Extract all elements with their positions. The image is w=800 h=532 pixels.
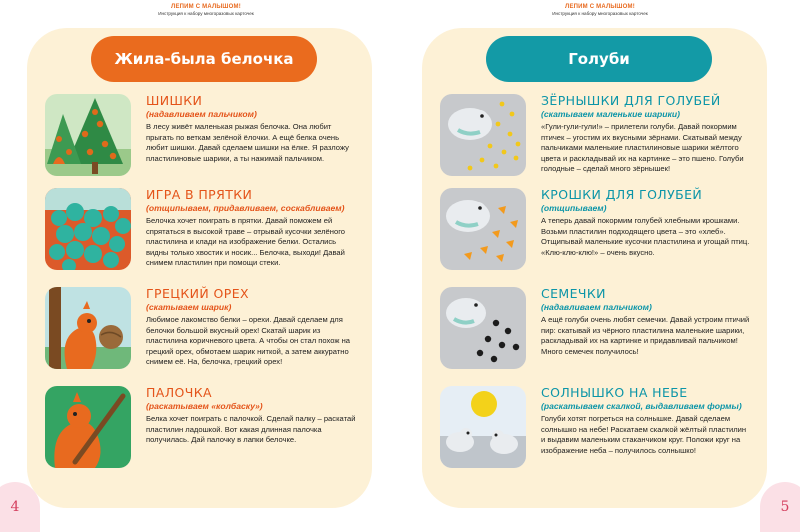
activity-image-hide-and-seek	[45, 188, 131, 270]
activity-title: СОЛНЫШКО НА НЕБЕ	[541, 385, 688, 400]
activity-item-stick	[27, 386, 372, 484]
activity-text: Любимое лакомство белки – орехи. Давай сделаем для белочки большой вкусный орех! Скатай шарик из пластилина коричневого цвета. А чтобы он стал похож на грецкий орех, обмотаем шарик ниткой, а затем аккуратно снимем её. На, белочка, грецкий орех!	[146, 315, 351, 367]
activity-text: Белочка хочет поиграть в прятки. Давай поможем ей спрятаться в высокой траве – отрывай кусочки зелёного пластилина и клади на изображение белки. Остались видны только хвостик и носик... Белочка, выходи! Давай снимем пластилин при помощи стеки.	[146, 216, 346, 268]
activity-item-sun	[422, 386, 767, 484]
activity-title: СЕМЕЧКИ	[541, 286, 606, 301]
activity-action: (отщипываем, придавливаем, соскабливаем)	[146, 203, 345, 213]
activity-action: (скатываем шарик)	[146, 302, 232, 312]
activity-item-crumbs	[422, 188, 767, 286]
section-title-tab-squirrel: Жила-была белочка	[91, 36, 317, 82]
activity-text: А ещё голуби очень любят семечки. Давай устроим птичий пир: скатывай из чёрного пластилина маленькие шарики, раскладывай их на картинке и придавливай пальчиком! Много семечек получилось!	[541, 315, 750, 356]
brand-title: ЛЕПИМ С МАЛЫШОМ!	[565, 4, 635, 10]
activity-action: (отщипываем)	[541, 203, 607, 213]
activity-item-cones	[27, 94, 372, 192]
activity-title: ЗЁРНЫШКИ ДЛЯ ГОЛУБЕЙ	[541, 93, 721, 108]
content-panel-right	[422, 28, 767, 508]
activity-item-walnut	[27, 287, 372, 385]
activity-image-seeds	[440, 287, 526, 369]
activity-title: ШИШКИ	[146, 93, 203, 108]
activity-item-seeds	[422, 287, 767, 385]
activity-action: (надавливаем пальчиком)	[146, 109, 257, 119]
page-number-right: 5	[760, 482, 800, 532]
activity-title: ПАЛОЧКА	[146, 385, 212, 400]
activity-title: КРОШКИ ДЛЯ ГОЛУБЕЙ	[541, 187, 703, 202]
activity-image-crumbs	[440, 188, 526, 270]
activity-text: «Гули-гули-гули!» – прилетели голуби. Давай покормим птичек – угостим их вкусными зёрнами. Скатывай между пальчиками маленькие пластилиновые шарики жёлтого цвета и раскладывай их на картинке – это пшено. Голуби голодные – сделай много зёрнышек!	[541, 122, 744, 174]
activity-text: Белка хочет поиграть с палочкой. Сделай палку – раскатай пластилин ладошкой. Вот какая длинная палочка получилась. Дай палочку в лапки белочке.	[146, 414, 356, 445]
activity-image-sun	[440, 386, 526, 468]
right-page	[400, 0, 800, 532]
page-header-left	[126, 4, 286, 16]
brand-subtitle: Инструкция к набору многоразовых карточек	[552, 11, 648, 16]
content-panel-left	[27, 28, 372, 508]
activity-image-cones	[45, 94, 131, 176]
activity-title: ГРЕЦКИЙ ОРЕХ	[146, 286, 249, 301]
activity-action: (раскатываем скалкой, выдавливаем формы)	[541, 401, 742, 411]
activity-item-hide-and-seek	[27, 188, 372, 286]
page-number-left: 4	[0, 482, 40, 532]
activity-image-grains	[440, 94, 526, 176]
activity-item-grains	[422, 94, 767, 192]
activity-action: (надавливаем пальчиком)	[541, 302, 652, 312]
activity-action: (скатываем маленькие шарики)	[541, 109, 680, 119]
activity-text: А теперь давай покормим голубей хлебными крошками. Возьми пластилин подходящего цвета – это «хлеб». Отщипывай маленькие кусочки пластилина и угощай птиц. «Клю-клю-клю!» – очень вкусно.	[541, 216, 750, 257]
activity-image-walnut	[45, 287, 131, 369]
section-title-tab-pigeons: Голуби	[486, 36, 712, 82]
activity-action: (раскатываем «колбаску»)	[146, 401, 263, 411]
brand-title: ЛЕПИМ С МАЛЫШОМ!	[171, 4, 241, 10]
page-header-right	[520, 4, 680, 16]
activity-text: Голуби хотят погреться на солнышке. Давай сделаем солнышко на небе! Раскатаем скалкой жёлтый пластилин и выдавим маленьким стаканчиком круг. Положи круг на изображение неба – получилось солнышко!	[541, 414, 747, 455]
activity-title: ИГРА В ПРЯТКИ	[146, 187, 253, 202]
activity-text: В лесу живёт маленькая рыжая белочка. Она любит прыгать по веткам зелёной ёлочки. А ещё белка очень любит шишки. Давай сделаем шишки на ёлке. Я разложу пластилиновые шарики, а ты нажимай пальчиком.	[146, 122, 349, 163]
brand-subtitle: Инструкция к набору многоразовых карточек	[158, 11, 254, 16]
activity-image-stick	[45, 386, 131, 468]
